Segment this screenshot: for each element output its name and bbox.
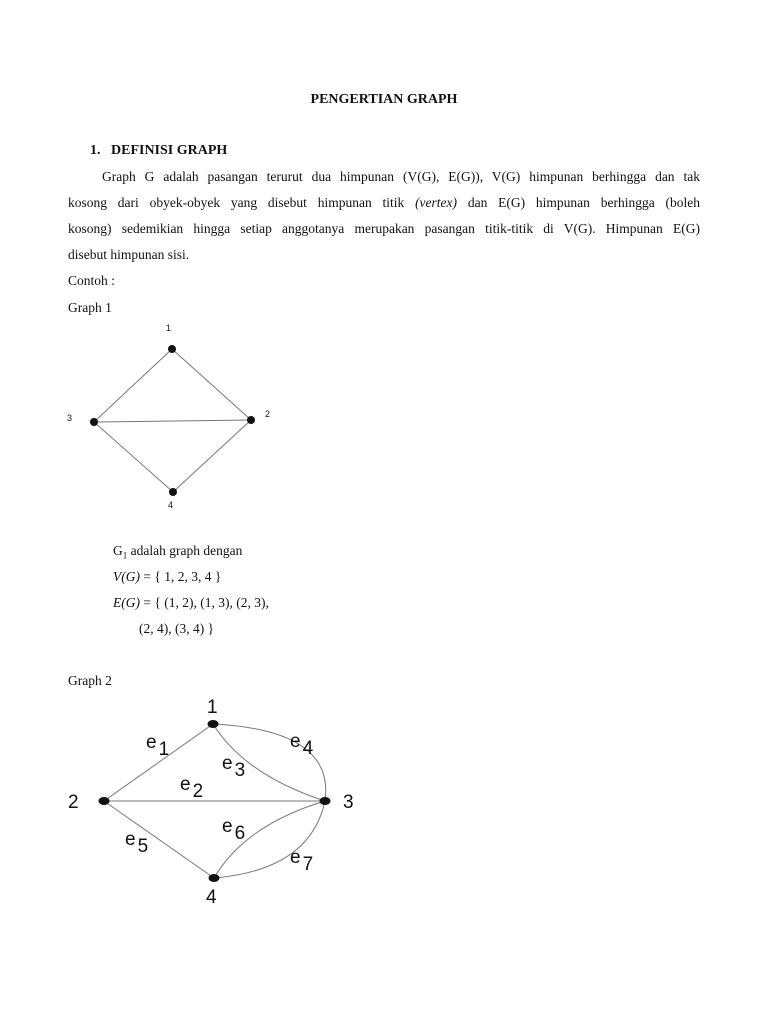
graph2-label: Graph 2 — [68, 673, 112, 688]
page-title: PENGERTIAN GRAPH — [310, 92, 458, 107]
graph1-edge-set-cont: (2, 4), (3, 4) } — [139, 621, 215, 636]
graph2-edge-label-e7: e 7 — [290, 847, 314, 875]
graph2-edge-label-e2: e 2 — [180, 774, 204, 802]
graph2-vertex-label-2: 2 — [68, 792, 79, 813]
graph2-edge-label-e6: e 6 — [222, 816, 246, 844]
definition-line-3: kosong) sedemikian hingga setiap anggotanya merupakan pasangan titik-titik di V(G). Himpunan E(G) — [68, 221, 700, 236]
definition-line-1: Graph G adalah pasangan terurut dua himpunan (V(G), E(G)), V(G) himpunan berhingga dan tak — [102, 169, 700, 184]
graph2-vertex-4 — [209, 874, 220, 882]
graph1-g-main: G — [113, 543, 123, 558]
graph2-vertex-label-3: 3 — [343, 792, 354, 813]
example-label: Contoh : — [68, 273, 115, 288]
definition-line-2-pre: kosong dari obyek-obyek yang disebut himpunan titik — [68, 195, 416, 210]
graph1-label: Graph 1 — [68, 300, 112, 315]
graph2-edge-label-e4: e 4 — [290, 731, 314, 759]
graph1-vertex-label-1: 1 — [166, 323, 172, 333]
definition-line-4: disebut himpunan sisi. — [68, 247, 190, 262]
graph1-vertex-label-2: 2 — [265, 409, 271, 419]
definition-line-2-post: dan E(G) himpunan berhingga (boleh — [457, 195, 700, 210]
edge-set-label: E(G) — [113, 595, 140, 610]
graph1-vertex-label-3: 3 — [67, 413, 73, 423]
vertex-set-label: V(G) — [113, 569, 140, 584]
graph2-edge-label-e1: e 1 — [146, 732, 170, 760]
graph2-vertex-label-4: 4 — [206, 887, 217, 908]
vertex-term: (vertex) — [415, 195, 458, 210]
graph1-g-sub: 1 — [122, 550, 128, 561]
graph2-edge-label-e5: e 5 — [125, 829, 149, 857]
graph1-g-rest: adalah graph dengan — [127, 543, 243, 558]
graph2-vertex-2 — [99, 797, 110, 805]
graph2-vertex-1 — [208, 720, 219, 728]
graph1-vertex-label-4: 4 — [168, 500, 174, 510]
section-number: 1. — [90, 143, 101, 158]
section-title: DEFINISI GRAPH — [111, 143, 228, 158]
graph2-vertex-label-1: 1 — [207, 697, 218, 718]
graph2-edge-label-e3: e 3 — [222, 753, 246, 781]
graph2-edge-e5 — [104, 801, 214, 878]
edge-set-value: = { (1, 2), (1, 3), (2, 3), — [140, 595, 269, 610]
vertex-set-value: = { 1, 2, 3, 4 } — [140, 569, 222, 584]
graph2-vertex-3 — [320, 797, 331, 805]
